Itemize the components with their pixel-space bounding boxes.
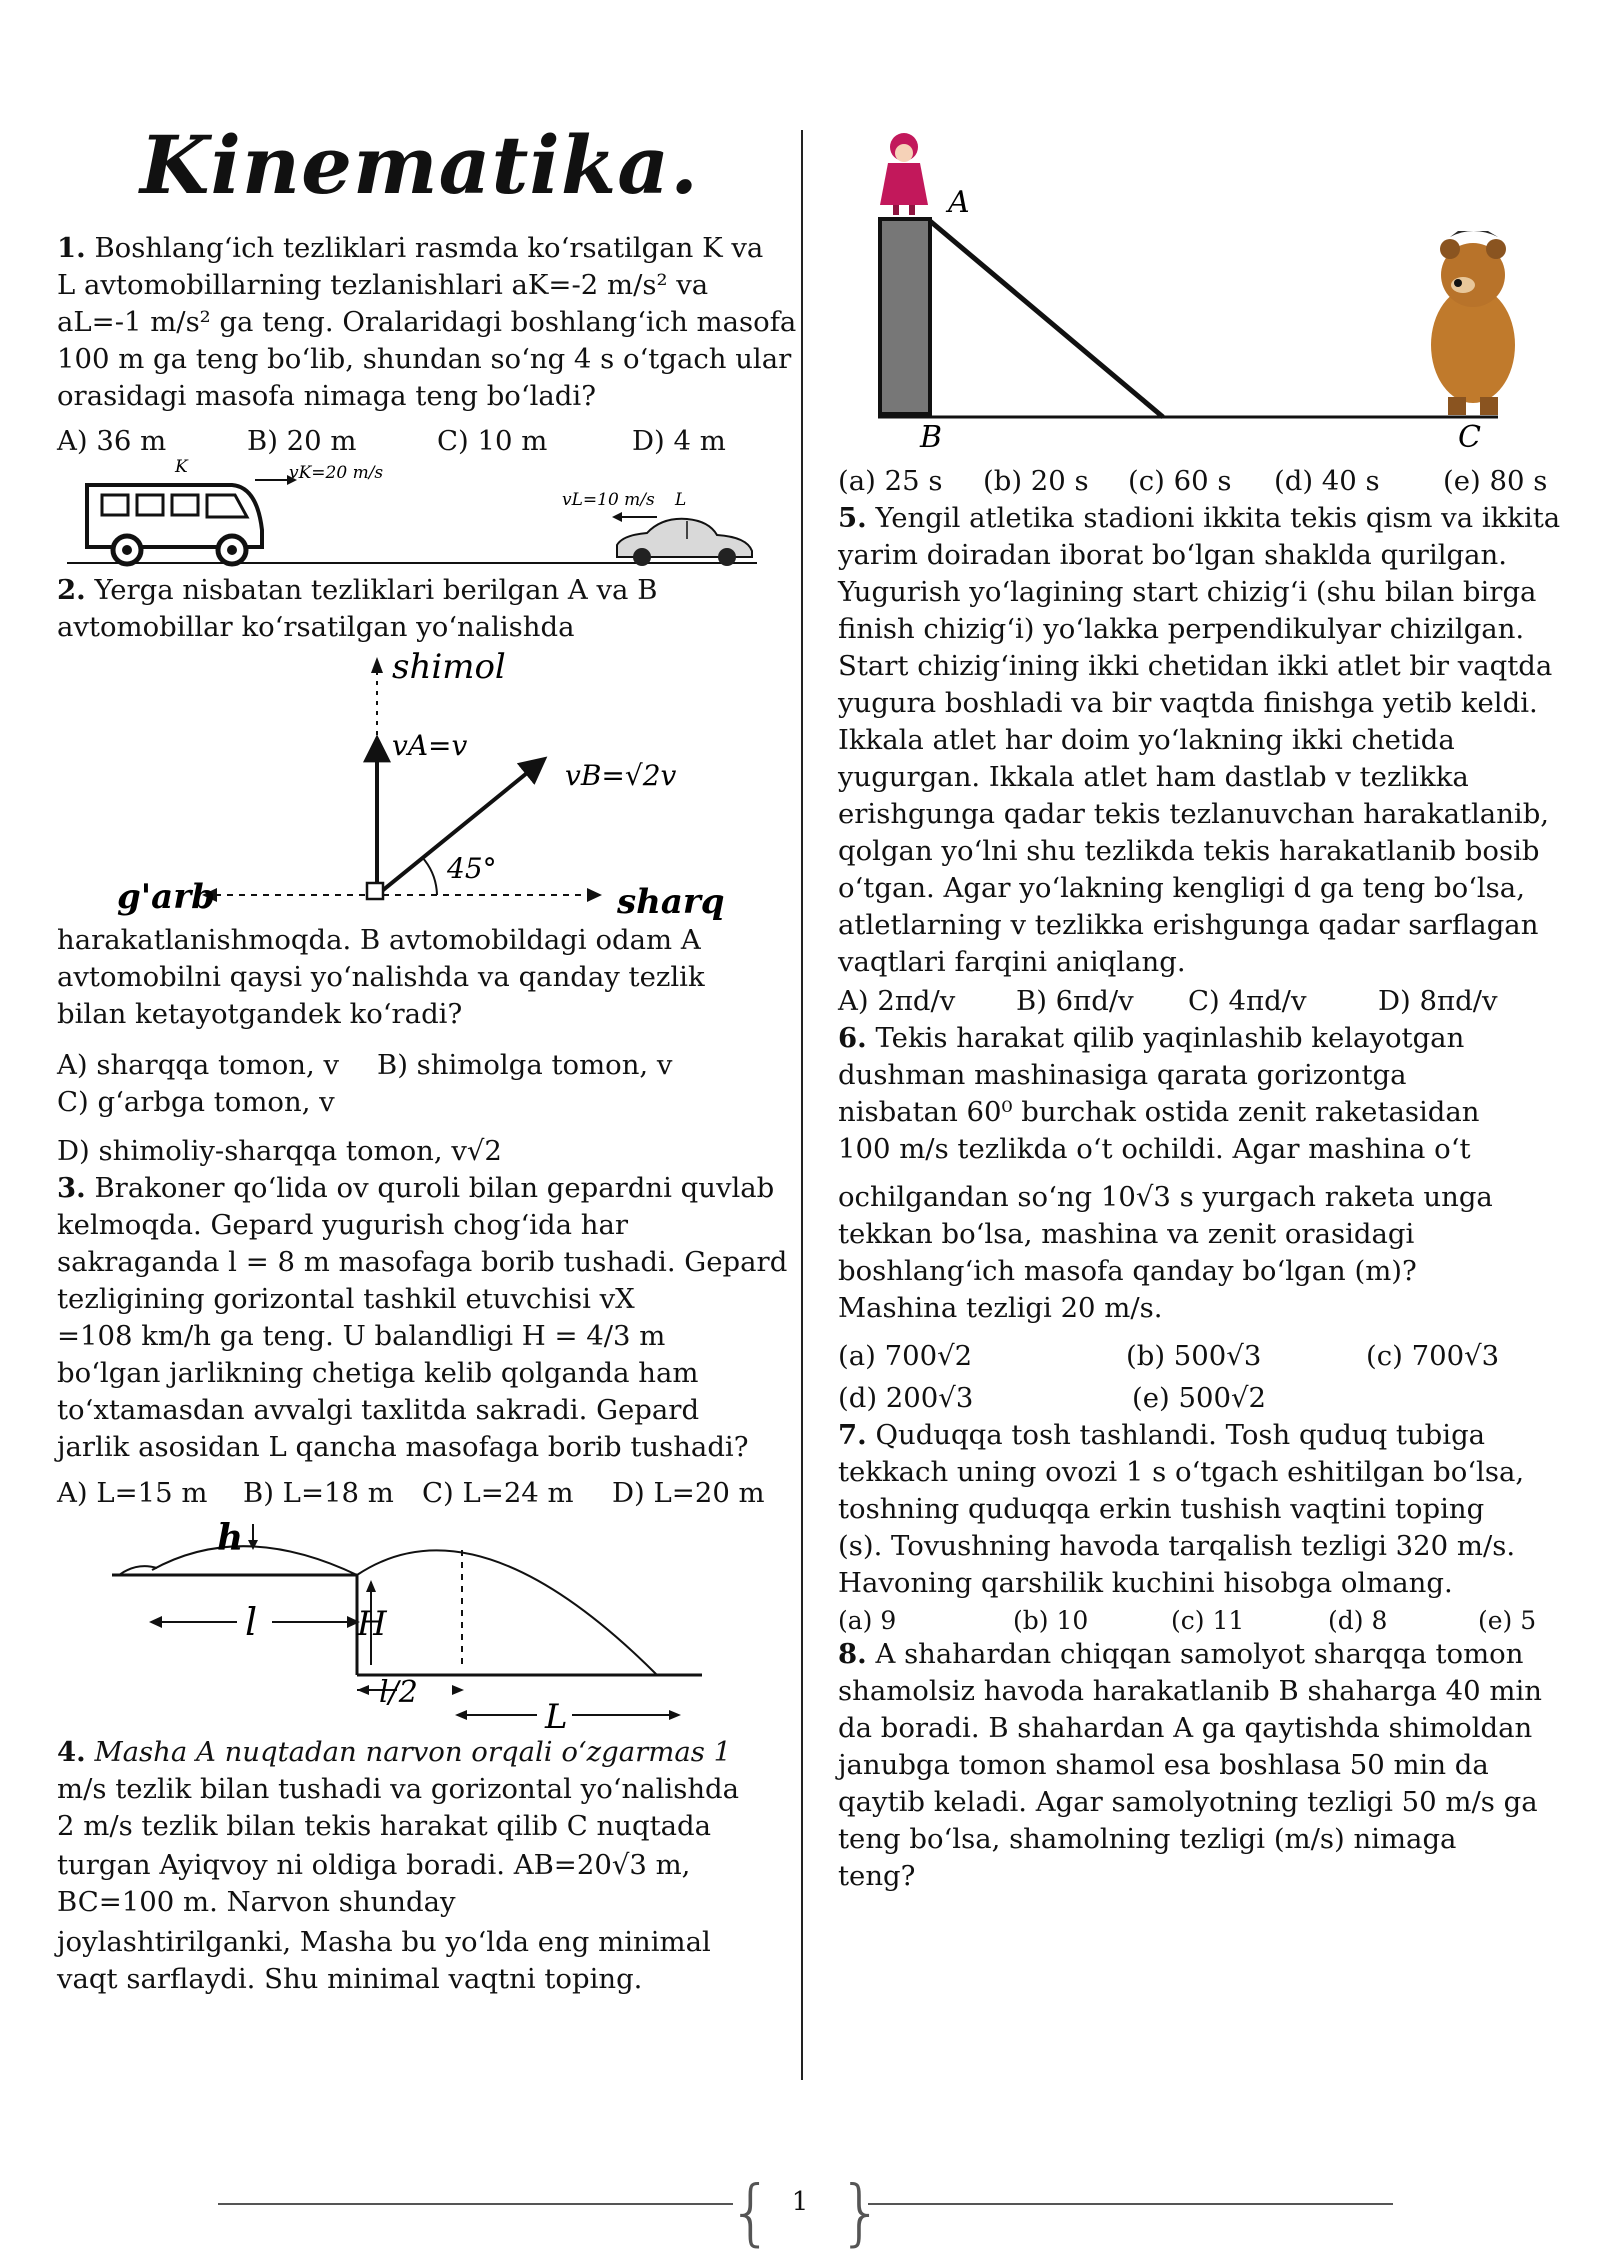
question-line: (s). Tovushning havoda tarqalish tezligi 320 m/s. xyxy=(838,1530,1516,1562)
option-b: B) L=18 m xyxy=(243,1477,394,1509)
question-line: orasidagi masofa nimaga teng bo‘ladi? xyxy=(57,380,596,412)
option-d: D) shimoliy-sharqqa tomon, v√2 xyxy=(57,1135,502,1167)
question-line: aL=-1 m/s² ga teng. Oralaridagi boshlang‘ich masofa xyxy=(57,306,797,338)
question-line: o‘tgan. Agar yo‘lakning kengligi d ga teng bo‘lsa, xyxy=(838,872,1525,904)
answer-options xyxy=(838,1338,1548,1418)
question-line: harakatlanishmoqda. B avtomobildagi odam A xyxy=(57,924,701,956)
question-line: 2. Yerga nisbatan tezliklari berilgan A va B xyxy=(57,574,658,606)
option-a: (a) 9 xyxy=(838,1606,897,1635)
option-a: A) L=15 m xyxy=(57,1477,208,1509)
bus-k-icon xyxy=(87,485,262,564)
question-line: bilan ketayotgandek ko‘radi? xyxy=(57,998,463,1030)
question-line: teng bo‘lsa, shamolning tezligi (m/s) nimaga xyxy=(838,1823,1457,1855)
question-line: 2 m/s tezlik bilan tekis harakat qilib C nuqtada xyxy=(57,1810,712,1842)
question-number: 2. xyxy=(57,574,86,606)
question-line: atletlarning v tezlikka erishgunga qadar sarflagan xyxy=(838,909,1539,941)
car-l-icon xyxy=(617,519,752,566)
label-vb: vB=√2v xyxy=(565,759,677,792)
question-line: vaqt sarflaydi. Shu minimal vaqtni toping. xyxy=(57,1963,643,1995)
question-line: kelmoqda. Gepard yugurish chog‘ida har xyxy=(57,1209,629,1241)
label-west: g'arb xyxy=(117,877,215,917)
footer-line-right xyxy=(868,2203,1393,2205)
footer-line-left xyxy=(218,2203,733,2205)
question-line: 8. A shahardan chiqqan samolyot sharqqa tomon xyxy=(838,1638,1524,1670)
question-number: 4. xyxy=(57,1736,86,1768)
question-line: nisbatan 60⁰ burchak ostida zenit raketasidan xyxy=(838,1096,1480,1128)
question-line: avtomobillar ko‘rsatilgan yo‘nalishda xyxy=(57,611,575,643)
question-line: 100 m/s tezlikda o‘t ochildi. Agar mashina o‘t xyxy=(838,1133,1471,1165)
label-north: shimol xyxy=(392,647,506,687)
option-d: D) 8πd/v xyxy=(1378,985,1498,1017)
option-e: (e) 500√2 xyxy=(1132,1382,1266,1414)
option-c: (c) 11 xyxy=(1171,1606,1245,1635)
option-c: (c) 700√3 xyxy=(1366,1340,1500,1372)
masha-icon xyxy=(880,133,928,215)
option-a: (a) 700√2 xyxy=(838,1340,973,1372)
page-title: Kinematika. xyxy=(140,118,699,212)
question-line: Yugurish yo‘lagining start chizig‘i (shu bilan birga xyxy=(838,576,1537,608)
option-d: (d) 40 s xyxy=(1274,465,1380,497)
question-line: to‘xtamasdan avvalgi taxlitda sakradi. Gepard xyxy=(57,1394,700,1426)
option-e: (e) 80 s xyxy=(1443,465,1548,497)
label-L: L xyxy=(545,1697,568,1735)
question-line: yugurgan. Ikkala atlet ham dastlab v tezlikka xyxy=(838,761,1469,793)
question-line: 100 m ga teng bo‘lib, shundan so‘ng 4 s o‘tgach ular xyxy=(57,343,792,375)
question-line: tekkan bo‘lsa, mashina va zenit orasidagi xyxy=(838,1218,1415,1250)
answer-options xyxy=(57,1475,765,1515)
option-b: (b) 500√3 xyxy=(1126,1340,1262,1372)
question-line: turgan Ayiqvoy ni oldiga boradi. AB=20√3 m, xyxy=(57,1849,691,1881)
option-b: B) shimolga tomon, v xyxy=(377,1049,673,1081)
question-line: Mashina tezligi 20 m/s. xyxy=(838,1292,1163,1324)
question-line: erishgunga qadar tekis tezlanuvchan harakatlanib, xyxy=(838,798,1550,830)
question-number: 1. xyxy=(57,232,86,264)
page-number: 1 xyxy=(791,2187,809,2217)
option-c: C) 10 m xyxy=(437,425,548,457)
question-line: tezligining gorizontal tashkil etuvchisi vX xyxy=(57,1283,635,1315)
answer-options xyxy=(838,463,1548,503)
question-line: qolgan yo‘lni shu tezlikda tekis harakatlanib bosib xyxy=(838,835,1540,867)
option-c: C) g‘arbga tomon, v xyxy=(57,1086,335,1118)
option-b: (b) 20 s xyxy=(983,465,1089,497)
option-d: D) 4 m xyxy=(632,425,726,457)
question-line: BC=100 m. Narvon shunday xyxy=(57,1886,456,1918)
question-line: m/s tezlik bilan tushadi va gorizontal yo‘nalishda xyxy=(57,1773,740,1805)
label-h: h xyxy=(217,1517,244,1559)
question-line: janubga tomon shamol esa boshlasa 50 min da xyxy=(838,1749,1489,1781)
question-number: 7. xyxy=(838,1419,867,1451)
question-line: Havoning qarshilik kuchini hisobga olmang. xyxy=(838,1567,1453,1599)
option-a: A) 2πd/v xyxy=(838,985,956,1017)
question-line: 4. Masha A nuqtadan narvon orqali o‘zgarmas 1 xyxy=(57,1736,732,1768)
cheetah-jump-figure xyxy=(57,1510,757,1735)
label-b: B xyxy=(920,420,943,455)
option-c: (c) 60 s xyxy=(1128,465,1232,497)
question-line: ochilgandan so‘ng 10√3 s yurgach raketa unga xyxy=(838,1181,1493,1213)
label-va: vA=v xyxy=(392,729,468,762)
question-line: Start chizig‘ining ikki chetidan ikki atlet bir vaqtda xyxy=(838,650,1553,682)
column-divider xyxy=(801,130,803,2080)
footer-bracket-left: { xyxy=(728,2170,774,2254)
question-line: toshning quduqqa erkin tushish vaqtini toping xyxy=(838,1493,1485,1525)
label-a: A xyxy=(948,185,970,220)
question-line: bo‘lgan jarlikning chetiga kelib qolganda ham xyxy=(57,1357,699,1389)
label-H: H xyxy=(357,1604,387,1644)
answer-options xyxy=(838,983,1548,1023)
question-line: 3. Brakoner qo‘lida ov quroli bilan gepardni quvlab xyxy=(57,1172,775,1204)
label-east: sharq xyxy=(617,882,725,922)
question-line: 1. Boshlang‘ich tezliklari rasmda ko‘rsatilgan K va xyxy=(57,232,764,264)
masha-ladder-figure xyxy=(838,125,1548,455)
option-b: (b) 10 xyxy=(1013,1606,1089,1635)
option-e: (e) 5 xyxy=(1478,1606,1537,1635)
question-line: teng? xyxy=(838,1860,916,1892)
question-line: finish chizig‘i) yo‘lakka perpendikulyar chizilgan. xyxy=(838,613,1525,645)
cars-figure xyxy=(57,455,757,570)
question-line: yugura boshladi va bir vaqtda finishga yetib keldi. xyxy=(838,687,1538,719)
option-d: D) L=20 m xyxy=(612,1477,765,1509)
question-line: avtomobilni qaysi yo‘nalishda va qanday tezlik xyxy=(57,961,705,993)
question-line: sakraganda l = 8 m masofaga borib tushadi. Gepard xyxy=(57,1246,788,1278)
question-line: joylashtirilganki, Masha bu yo‘lda eng minimal xyxy=(57,1926,711,1958)
question-line: tekkach uning ovozi 1 s o‘tgach eshitilgan bo‘lsa, xyxy=(838,1456,1525,1488)
option-c: C) 4πd/v xyxy=(1188,985,1307,1017)
question-line: yarim doiradan iborat bo‘lgan shaklda qurilgan. xyxy=(838,539,1507,571)
label-l: l xyxy=(245,1600,258,1644)
question-line: 5. Yengil atletika stadioni ikkita tekis qism va ikkita xyxy=(838,502,1561,534)
question-line: qaytib keladi. Agar samolyotning tezligi 50 m/s ga xyxy=(838,1786,1538,1818)
question-line: Ikkala atlet har doim yo‘lakning ikki chetida xyxy=(838,724,1455,756)
label-c: C xyxy=(1458,420,1481,455)
option-c: C) L=24 m xyxy=(422,1477,574,1509)
option-d: (d) 8 xyxy=(1328,1606,1388,1635)
question-line: vaqtlari farqini aniqlang. xyxy=(838,946,1186,978)
bear-icon xyxy=(1431,231,1515,415)
question-number: 3. xyxy=(57,1172,86,1204)
question-line: jarlik asosidan L qancha masofaga borib tushadi? xyxy=(57,1431,749,1463)
option-b: B) 20 m xyxy=(247,425,357,457)
label-angle: 45° xyxy=(447,852,497,885)
question-number: 6. xyxy=(838,1022,867,1054)
compass-vector-figure xyxy=(57,645,757,930)
label-vk: vK=20 m/s xyxy=(289,463,384,483)
question-line: 7. Quduqqa tosh tashlandi. Tosh quduq tubiga xyxy=(838,1419,1486,1451)
footer-bracket-right: } xyxy=(838,2170,884,2254)
question-line: dushman mashinasiga qarata gorizontga xyxy=(838,1059,1407,1091)
question-line: =108 km/h ga teng. U balandligi H = 4/3 m xyxy=(57,1320,666,1352)
question-number: 5. xyxy=(838,502,867,534)
label-k: K xyxy=(175,457,188,477)
option-b: B) 6πd/v xyxy=(1016,985,1134,1017)
question-line: da boradi. B shahardan A ga qaytishda shimoldan xyxy=(838,1712,1533,1744)
label-l2: l/2 xyxy=(379,1675,418,1710)
question-line: shamolsiz havoda harakatlanib B shaharga 40 min xyxy=(838,1675,1543,1707)
label-l: L xyxy=(675,490,687,510)
question-line: boshlang‘ich masofa qanday bo‘lgan (m)? xyxy=(838,1255,1417,1287)
question-line: 6. Tekis harakat qilib yaqinlashib kelayotgan xyxy=(838,1022,1465,1054)
option-a: A) 36 m xyxy=(57,425,167,457)
label-vl: vL=10 m/s xyxy=(562,490,655,510)
question-number: 8. xyxy=(838,1638,867,1670)
option-a: A) sharqqa tomon, v xyxy=(57,1049,340,1081)
option-a: (a) 25 s xyxy=(838,465,943,497)
option-d: (d) 200√3 xyxy=(838,1382,974,1414)
question-line: L avtomobillarning tezlanishlari aK=-2 m/s² va xyxy=(57,269,709,301)
